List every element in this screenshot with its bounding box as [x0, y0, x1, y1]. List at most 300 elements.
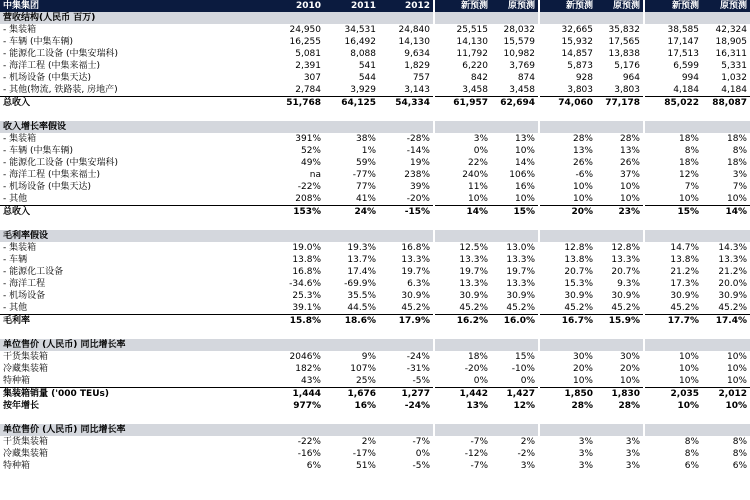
table-cell: 6% — [732, 461, 747, 471]
table-cell: 12% — [513, 401, 535, 411]
table-cell: 34,531 — [344, 25, 376, 35]
table-cell: 2% — [361, 437, 376, 447]
header-year-2012: 2012 — [379, 0, 434, 12]
spacer-row — [0, 327, 750, 339]
table-cell: -31% — [406, 364, 430, 374]
spacer-row — [0, 109, 750, 121]
table-cell: 5,873 — [539, 60, 596, 72]
table-cell: 1% — [361, 146, 376, 156]
row-label: 干货集装箱 — [3, 352, 49, 362]
table-row — [0, 302, 750, 315]
spacer-cell — [644, 109, 702, 121]
table-row — [0, 193, 750, 206]
table-cell: 85,022 — [644, 97, 702, 110]
table-cell: 391% — [295, 134, 321, 144]
section-header-cell — [324, 121, 379, 133]
table-cell: 15% — [514, 352, 535, 362]
table-cell: -7% — [434, 436, 491, 448]
table-cell: 2,784 — [295, 85, 321, 95]
section-header-cell — [596, 230, 644, 242]
section-header-cell — [324, 12, 379, 24]
table-cell: 3% — [520, 461, 535, 471]
table-cell: 18% — [726, 134, 747, 144]
table-cell: 13.7% — [347, 255, 376, 265]
row-label: 特种箱 — [3, 376, 31, 386]
section-header-cell — [434, 424, 491, 436]
table-cell: 30.9% — [506, 291, 535, 301]
table-cell: 30.9% — [401, 291, 430, 301]
table-cell: 17,147 — [644, 36, 702, 48]
table-cell: 13% — [619, 146, 640, 156]
table-cell: 17.9% — [379, 315, 434, 328]
section-header-cell — [596, 121, 644, 133]
section-header-row — [0, 230, 750, 242]
table-cell: 10% — [514, 194, 535, 204]
section-header-cell — [379, 12, 434, 24]
table-cell: 25% — [355, 376, 376, 386]
table-cell: 10% — [644, 400, 702, 412]
table-cell: 10% — [644, 351, 702, 363]
row-label: - 海洋工程 (中集来福士) — [3, 61, 100, 71]
table-cell: -5% — [412, 461, 430, 471]
table-cell: 23% — [596, 206, 644, 219]
table-cell: 54,334 — [379, 97, 434, 110]
table-cell: 3,803 — [539, 84, 596, 97]
section-header-cell — [258, 12, 324, 24]
table-row — [0, 436, 750, 448]
table-cell: 49% — [300, 158, 321, 168]
table-row — [0, 460, 750, 472]
table-cell: -14% — [406, 146, 430, 156]
table-cell: 16.8% — [401, 243, 430, 253]
section-title: 毛利率假设 — [0, 230, 258, 242]
table-cell: 61,957 — [434, 97, 491, 110]
table-cell: 9% — [361, 352, 376, 362]
table-cell: 544 — [358, 73, 376, 83]
table-cell: 45.2% — [434, 302, 491, 315]
row-label: 总收入 — [0, 97, 258, 110]
table-cell: 11,792 — [434, 48, 491, 60]
table-cell: -69.9% — [344, 279, 376, 289]
table-cell: 28,032 — [503, 25, 535, 35]
table-cell: 208% — [295, 194, 321, 204]
table-cell: 5,331 — [721, 61, 747, 71]
spacer-cell — [324, 109, 379, 121]
table-row — [0, 448, 750, 460]
table-cell: 13.3% — [718, 255, 747, 265]
table-cell: 13.3% — [506, 279, 535, 289]
table-cell: 16,311 — [715, 49, 747, 59]
table-cell: 13.8% — [539, 254, 596, 266]
table-cell: 30.9% — [434, 290, 491, 302]
table-row — [0, 351, 750, 363]
table-cell: 35,832 — [608, 25, 640, 35]
table-cell: -10% — [511, 364, 535, 374]
table-row — [0, 24, 750, 36]
table-cell: 977% — [293, 401, 321, 411]
table-cell: -16% — [297, 449, 321, 459]
spacer-row — [0, 412, 750, 424]
table-row — [0, 84, 750, 97]
table-cell: 41% — [355, 194, 376, 204]
table-cell: 1,277 — [379, 388, 434, 401]
row-label: 集装箱销量 ('000 TEUs) — [0, 388, 258, 401]
table-cell: -7% — [434, 460, 491, 472]
spacer-cell — [539, 109, 596, 121]
row-label: - 海洋工程 — [3, 279, 46, 289]
table-cell: 8% — [644, 436, 702, 448]
table-row — [0, 254, 750, 266]
section-header-cell — [596, 12, 644, 24]
section-header-cell — [379, 339, 434, 351]
row-label: 毛利率 — [0, 315, 258, 328]
spacer-cell — [379, 109, 434, 121]
table-cell: 8% — [732, 449, 747, 459]
table-cell: 20.7% — [539, 266, 596, 278]
spacer-cell — [596, 412, 644, 424]
table-cell: 13,838 — [608, 49, 640, 59]
spacer-cell — [644, 327, 702, 339]
section-header-cell — [324, 339, 379, 351]
section-header-cell — [702, 230, 750, 242]
table-cell: 13.0% — [506, 243, 535, 253]
table-row — [0, 375, 750, 388]
table-cell: 3% — [625, 461, 640, 471]
section-header-cell — [539, 12, 596, 24]
table-cell: 14,857 — [539, 48, 596, 60]
section-header-cell — [491, 424, 539, 436]
table-cell: 14% — [514, 158, 535, 168]
table-cell: 19.7% — [434, 266, 491, 278]
table-cell: 30.9% — [539, 290, 596, 302]
table-cell: 35.5% — [347, 291, 376, 301]
row-label: - 机场设备 (中集天达) — [3, 73, 91, 83]
table-cell: 13.8% — [292, 255, 321, 265]
spacer-cell — [702, 412, 750, 424]
table-cell: 3,143 — [404, 85, 430, 95]
table-cell: 3% — [539, 448, 596, 460]
table-cell: 30.9% — [718, 291, 747, 301]
table-cell: 3,803 — [614, 85, 640, 95]
table-cell: 16.0% — [491, 315, 539, 328]
table-cell: 240% — [434, 169, 491, 181]
section-header-cell — [258, 424, 324, 436]
table-cell: 15.9% — [596, 315, 644, 328]
table-cell: -34.6% — [289, 279, 321, 289]
table-cell: -12% — [434, 448, 491, 460]
table-cell: 6.3% — [407, 279, 430, 289]
table-cell: 51% — [355, 461, 376, 471]
table-cell: 182% — [295, 364, 321, 374]
table-cell: 32,665 — [539, 24, 596, 36]
spacer-cell — [324, 327, 379, 339]
table-cell: 45.2% — [401, 303, 430, 313]
table-cell: 39.1% — [292, 303, 321, 313]
table-cell: 8% — [732, 437, 747, 447]
table-cell: 16% — [514, 182, 535, 192]
row-label: - 海洋工程 (中集来福士) — [3, 170, 100, 180]
table-cell: 45.2% — [611, 303, 640, 313]
table-cell: -6% — [539, 169, 596, 181]
spacer-cell — [596, 218, 644, 230]
spacer-cell — [324, 218, 379, 230]
table-cell: 13.3% — [611, 255, 640, 265]
section-header-cell — [379, 121, 434, 133]
row-label: - 能源化工设备 (中集安瑞科) — [3, 49, 118, 59]
table-cell: 3% — [539, 436, 596, 448]
table-cell: 17.3% — [644, 278, 702, 290]
row-label: 特种箱 — [3, 461, 31, 471]
table-cell: 1,427 — [491, 388, 539, 401]
table-cell: 13.3% — [401, 255, 430, 265]
table-row — [0, 133, 750, 145]
section-header-cell — [379, 424, 434, 436]
table-cell: 5,176 — [614, 61, 640, 71]
table-cell: 15,579 — [503, 37, 535, 47]
table-row — [0, 242, 750, 254]
spacer-cell — [539, 218, 596, 230]
header-company: 中集集团 — [0, 0, 258, 12]
table-cell: 12.5% — [434, 242, 491, 254]
table-cell: 16,255 — [289, 37, 321, 47]
table-cell: 2,035 — [644, 388, 702, 401]
table-cell: 45.2% — [506, 303, 535, 313]
table-cell: 307 — [303, 73, 321, 83]
spacer-cell — [702, 109, 750, 121]
spacer-cell — [258, 109, 324, 121]
table-cell: 0% — [415, 449, 430, 459]
table-cell: 14,130 — [398, 37, 430, 47]
section-header-cell — [258, 230, 324, 242]
table-cell: 19% — [409, 158, 430, 168]
table-row — [0, 48, 750, 60]
table-cell: 10% — [539, 181, 596, 193]
spacer-cell — [258, 327, 324, 339]
table-cell: 10% — [644, 193, 702, 206]
table-cell: 24% — [324, 206, 379, 219]
spacer-cell — [596, 109, 644, 121]
section-header-cell — [434, 339, 491, 351]
section-header-cell — [379, 230, 434, 242]
table-cell: 37% — [619, 170, 640, 180]
table-cell: 238% — [404, 170, 430, 180]
table-cell: 52% — [300, 146, 321, 156]
spacer-cell — [491, 412, 539, 424]
table-row — [0, 36, 750, 48]
table-cell: 3,458 — [434, 84, 491, 97]
table-cell: 45.2% — [539, 302, 596, 315]
table-cell: 30.9% — [644, 290, 702, 302]
section-header-cell — [539, 121, 596, 133]
table-cell: 11% — [434, 181, 491, 193]
section-header-row — [0, 339, 750, 351]
table-row — [0, 169, 750, 181]
table-cell: 10% — [619, 194, 640, 204]
table-cell: 62,694 — [491, 97, 539, 110]
table-cell: 51,768 — [258, 97, 324, 110]
spacer-cell — [434, 412, 491, 424]
table-cell: 106% — [509, 170, 535, 180]
row-label: - 集装箱 — [3, 25, 37, 35]
table-cell: 59% — [355, 158, 376, 168]
section-title: 单位售价 (人民币) 同比增长率 — [0, 424, 258, 436]
table-cell: 10% — [514, 146, 535, 156]
header-new-forecast-2: 新预测 — [539, 0, 596, 12]
row-label: 干货集装箱 — [3, 437, 49, 447]
table-cell: 24,950 — [289, 25, 321, 35]
table-cell: 13.3% — [506, 255, 535, 265]
table-cell: 17,513 — [644, 48, 702, 60]
table-cell: -15% — [379, 206, 434, 219]
row-label: - 机场设备 — [3, 291, 46, 301]
table-cell: 20% — [539, 206, 596, 219]
table-cell: -20% — [406, 194, 430, 204]
table-cell: 8% — [644, 145, 702, 157]
table-cell: 0% — [434, 375, 491, 388]
spacer-cell — [491, 327, 539, 339]
table-cell: 30% — [539, 351, 596, 363]
table-cell: 3% — [625, 437, 640, 447]
row-label: - 机场设备 (中集天达) — [3, 182, 91, 192]
table-cell: 757 — [412, 73, 430, 83]
table-cell: 153% — [258, 206, 324, 219]
section-header-row — [0, 12, 750, 24]
table-cell: 44.5% — [347, 303, 376, 313]
spacer-cell — [539, 412, 596, 424]
header-new-forecast-1: 新预测 — [434, 0, 491, 12]
row-label: - 集装箱 — [3, 134, 37, 144]
table-row — [0, 206, 750, 219]
spacer-cell — [0, 218, 258, 230]
section-header-cell — [258, 121, 324, 133]
section-header-row — [0, 121, 750, 133]
spacer-cell — [434, 109, 491, 121]
section-header-cell — [434, 121, 491, 133]
table-cell: 15.3% — [539, 278, 596, 290]
spacer-cell — [379, 412, 434, 424]
table-cell: 28% — [539, 133, 596, 145]
table-row — [0, 315, 750, 328]
table-cell: 16.8% — [292, 267, 321, 277]
table-cell: 3,458 — [509, 85, 535, 95]
row-label: - 车辆 (中集车辆) — [3, 146, 73, 156]
table-cell: 19.7% — [506, 267, 535, 277]
table-cell: 10% — [539, 375, 596, 388]
section-header-cell — [324, 424, 379, 436]
section-header-row — [0, 424, 750, 436]
table-cell: 6,220 — [434, 60, 491, 72]
table-cell: 1,676 — [324, 388, 379, 401]
section-header-cell — [539, 339, 596, 351]
table-cell: 8% — [732, 146, 747, 156]
table-row — [0, 97, 750, 110]
table-cell: 30.9% — [611, 291, 640, 301]
table-cell: 2,391 — [295, 61, 321, 71]
table-cell: 15% — [491, 206, 539, 219]
table-cell: 1,442 — [434, 388, 491, 401]
table-cell: 38% — [355, 134, 376, 144]
header-old-forecast-1: 原预测 — [491, 0, 539, 12]
table-cell: 16% — [354, 401, 376, 411]
table-cell: 18,905 — [715, 37, 747, 47]
header-year-2011: 2011 — [324, 0, 379, 12]
table-cell: 21.2% — [644, 266, 702, 278]
table-cell: 10% — [726, 376, 747, 386]
table-cell: 3% — [434, 133, 491, 145]
table-cell: 842 — [434, 72, 491, 84]
section-header-cell — [596, 339, 644, 351]
section-header-cell — [596, 424, 644, 436]
section-header-cell — [324, 230, 379, 242]
spacer-cell — [596, 327, 644, 339]
table-row — [0, 181, 750, 193]
table-cell: 6% — [306, 461, 321, 471]
row-label: - 其他 — [3, 194, 28, 204]
table-cell: 3,929 — [350, 85, 376, 95]
table-cell: 20% — [619, 364, 640, 374]
spacer-cell — [434, 327, 491, 339]
table-cell: 28% — [618, 401, 640, 411]
table-cell: 3% — [732, 170, 747, 180]
table-cell: 7% — [732, 182, 747, 192]
row-label: - 其他 — [3, 303, 28, 313]
table-cell: 18% — [434, 351, 491, 363]
section-title: 营收结构(人民币 百万) — [0, 12, 258, 24]
table-cell: 13% — [434, 400, 491, 412]
table-cell: 16,492 — [344, 37, 376, 47]
table-cell: 13% — [539, 145, 596, 157]
table-cell: 64,125 — [324, 97, 379, 110]
table-cell: 2% — [520, 437, 535, 447]
table-cell: 8% — [644, 448, 702, 460]
table-cell: 12.8% — [539, 242, 596, 254]
table-cell: 77,178 — [596, 97, 644, 110]
spacer-cell — [644, 218, 702, 230]
table-cell: 19.7% — [401, 267, 430, 277]
table-cell: -24% — [404, 401, 430, 411]
table-cell: 26% — [619, 158, 640, 168]
table-cell: 12% — [644, 169, 702, 181]
table-cell: 42,324 — [715, 25, 747, 35]
table-cell: 8,088 — [350, 49, 376, 59]
table-cell: na — [309, 170, 321, 180]
table-cell: 7% — [644, 181, 702, 193]
table-cell: 77% — [355, 182, 376, 192]
table-cell: 541 — [358, 61, 376, 71]
table-cell: 15% — [644, 206, 702, 219]
table-cell: 9.3% — [617, 279, 640, 289]
section-header-cell — [491, 339, 539, 351]
table-cell: 20% — [539, 363, 596, 375]
table-cell: 28% — [539, 400, 596, 412]
table-row — [0, 400, 750, 412]
section-header-cell — [491, 230, 539, 242]
spacer-cell — [379, 327, 434, 339]
table-cell: 18% — [726, 158, 747, 168]
spacer-row — [0, 218, 750, 230]
table-cell: 17.4% — [347, 267, 376, 277]
table-cell: 14% — [702, 206, 750, 219]
table-cell: 874 — [517, 73, 535, 83]
table-cell: 19.0% — [292, 243, 321, 253]
section-header-cell — [644, 339, 702, 351]
table-cell: 14% — [434, 206, 491, 219]
section-header-cell — [491, 12, 539, 24]
row-label: - 能源化工设备 (中集安瑞科) — [3, 158, 118, 168]
table-cell: 16.2% — [434, 315, 491, 328]
section-header-cell — [491, 121, 539, 133]
section-header-cell — [702, 339, 750, 351]
